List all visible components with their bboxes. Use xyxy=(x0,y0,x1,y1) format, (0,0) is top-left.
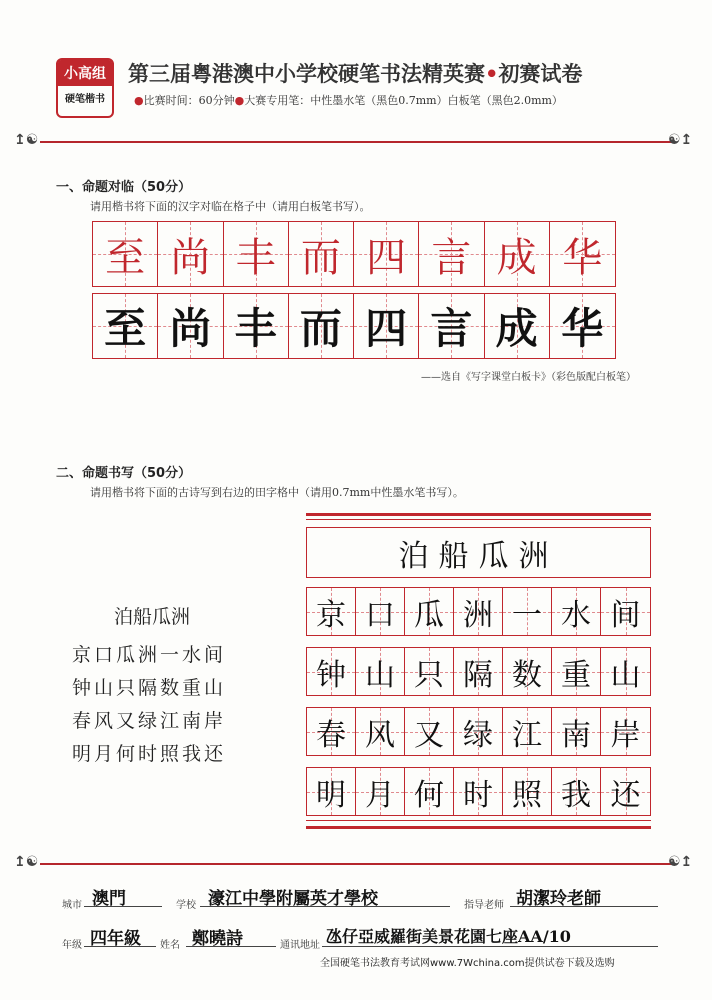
subtitle-dot-1: ● xyxy=(134,94,144,107)
answer-char: 明 xyxy=(316,777,346,813)
title-suffix: 初赛试卷 xyxy=(498,62,583,86)
exam-title xyxy=(128,58,582,88)
section1-title: 一、命题对临（50分） xyxy=(56,180,192,195)
model-cell xyxy=(93,222,158,286)
model-char: 成 xyxy=(496,234,537,281)
grade-label: 年级 xyxy=(62,940,82,951)
copy-char: 尚 xyxy=(169,304,212,353)
teacher-value: 胡潔玲老師 xyxy=(516,889,601,909)
copy-cell xyxy=(224,294,289,358)
answer-top-bar xyxy=(306,513,651,516)
answer-cell xyxy=(307,648,356,695)
city-label: 城市 xyxy=(62,900,82,911)
poem-line: 钟山只隔数重山 xyxy=(72,677,227,699)
answer-cell xyxy=(454,768,503,815)
model-cell xyxy=(485,222,550,286)
copy-cell xyxy=(485,294,550,358)
answer-cell xyxy=(503,588,552,635)
answer-cell xyxy=(356,588,405,635)
answer-char: 钟 xyxy=(316,657,346,693)
answer-char: 一 xyxy=(512,597,542,633)
copy-char: 言 xyxy=(430,304,473,353)
school-value: 濠江中學附屬英才學校 xyxy=(208,889,378,909)
copy-cell xyxy=(550,294,615,358)
subtitle-pens: 大赛专用笔：中性墨水笔（黑色0.7mm）白板笔（黑色2.0mm） xyxy=(244,94,563,107)
answer-cell xyxy=(601,708,650,755)
answer-char: 时 xyxy=(463,777,493,813)
model-cell xyxy=(419,222,484,286)
model-char: 华 xyxy=(562,234,603,281)
answer-char: 南 xyxy=(561,717,591,753)
answer-bottom-bar-thin xyxy=(306,820,651,821)
ornament-top-left: ↥☯ xyxy=(14,132,39,148)
model-char: 而 xyxy=(300,234,341,281)
model-char: 言 xyxy=(431,234,472,281)
ornament-top-right: ☯↥ xyxy=(668,132,693,148)
model-cell xyxy=(354,222,419,286)
answer-cell xyxy=(356,708,405,755)
title-main: 第三届粤港澳中小学校硬笔书法精英赛 xyxy=(128,62,485,86)
poem-line: 明月何时照我还 xyxy=(72,743,227,765)
answer-char: 只 xyxy=(414,657,444,693)
answer-char: 还 xyxy=(610,777,641,813)
poem-line: 京口瓜洲一水间 xyxy=(72,644,227,666)
answer-title-box xyxy=(306,527,651,578)
model-cell xyxy=(158,222,223,286)
grade-value: 四年級 xyxy=(90,929,141,949)
model-char-grid xyxy=(92,221,616,287)
ornament-bottom-left: ↥☯ xyxy=(14,854,39,870)
answer-cell xyxy=(601,648,650,695)
answer-row xyxy=(306,767,651,816)
answer-cell xyxy=(552,768,601,815)
answer-row xyxy=(306,647,651,696)
school-label: 学校 xyxy=(176,900,196,911)
teacher-underline xyxy=(510,906,658,907)
copy-cell xyxy=(158,294,223,358)
ornament-bottom-right: ☯↥ xyxy=(668,854,693,870)
answer-title: 泊船瓜洲 xyxy=(398,538,559,574)
answer-cell xyxy=(307,708,356,755)
answer-top-bar-thin xyxy=(306,519,651,520)
address-label: 通讯地址 xyxy=(280,940,320,951)
model-char: 尚 xyxy=(170,234,211,281)
answer-cell xyxy=(601,588,650,635)
answer-cell xyxy=(356,648,405,695)
answer-cell xyxy=(601,768,650,815)
copy-char: 成 xyxy=(495,304,538,353)
model-cell xyxy=(224,222,289,286)
answer-cell xyxy=(552,648,601,695)
answer-cell xyxy=(405,708,454,755)
section2-instruction: 请用楷书将下面的古诗写到右边的田字格中（请用0.7mm中性墨水笔书写）。 xyxy=(90,486,464,499)
poem-line: 春风又绿江南岸 xyxy=(72,710,227,732)
name-value: 鄭曉詩 xyxy=(192,929,243,949)
name-underline xyxy=(186,946,276,947)
model-cell xyxy=(550,222,615,286)
answer-cell xyxy=(307,588,356,635)
copy-cell xyxy=(289,294,354,358)
copy-char: 丰 xyxy=(234,304,277,353)
badge-style-label: 硬笔楷书 xyxy=(65,94,105,105)
city-value: 澳門 xyxy=(92,889,126,909)
copy-char: 至 xyxy=(104,304,147,353)
answer-char: 山 xyxy=(365,657,395,693)
answer-row xyxy=(306,587,651,636)
title-dot: • xyxy=(485,62,499,86)
answer-char: 绿 xyxy=(463,717,493,753)
answer-char: 山 xyxy=(610,657,641,693)
copy-char-grid xyxy=(92,293,616,359)
answer-char: 春 xyxy=(316,717,346,753)
answer-cell xyxy=(552,708,601,755)
answer-char: 口 xyxy=(365,597,395,633)
subtitle-dot-2: ● xyxy=(234,94,245,107)
answer-cell xyxy=(454,588,503,635)
school-underline xyxy=(200,906,450,907)
answer-char: 风 xyxy=(365,717,395,753)
answer-char: 数 xyxy=(512,657,542,693)
copy-char: 四 xyxy=(365,304,408,353)
copy-char: 华 xyxy=(561,304,604,353)
answer-char: 京 xyxy=(316,597,346,633)
answer-char: 我 xyxy=(561,777,591,813)
address-value: 氹仔亞威羅街美景花園七座AA/10 xyxy=(326,927,571,946)
answer-char: 瓜 xyxy=(414,597,444,633)
answer-cell xyxy=(307,768,356,815)
answer-cell xyxy=(503,708,552,755)
section2-title: 二、命题书写（50分） xyxy=(56,466,192,481)
grade-underline xyxy=(84,946,156,947)
model-cell xyxy=(289,222,354,286)
footer-note: 全国硬笔书法教育考试网www.7Wchina.com提供试卷下载及选购 xyxy=(320,958,615,969)
answer-char: 月 xyxy=(365,777,395,813)
city-underline xyxy=(84,906,162,907)
top-divider xyxy=(40,141,672,143)
name-label: 姓名 xyxy=(160,940,180,951)
answer-char: 何 xyxy=(414,777,444,813)
answer-cell xyxy=(503,768,552,815)
answer-char: 又 xyxy=(414,717,444,753)
answer-char: 岸 xyxy=(610,717,641,753)
answer-cell xyxy=(405,588,454,635)
answer-char: 间 xyxy=(610,597,641,633)
model-char: 四 xyxy=(366,234,407,281)
model-char: 丰 xyxy=(235,234,276,281)
copy-cell xyxy=(354,294,419,358)
answer-cell xyxy=(552,588,601,635)
answer-cell xyxy=(356,768,405,815)
answer-cell xyxy=(405,648,454,695)
answer-row xyxy=(306,707,651,756)
answer-cell xyxy=(503,648,552,695)
subtitle-time: 比赛时间：60分钟 xyxy=(143,94,235,107)
source-note: ——选自《写字课堂白板卡》（彩色版配白板笔） xyxy=(421,372,636,383)
answer-char: 重 xyxy=(561,657,591,693)
exam-subtitle xyxy=(134,92,563,108)
badge-group-label: 小高组 xyxy=(58,60,112,86)
answer-char: 洲 xyxy=(463,597,493,633)
address-underline xyxy=(322,946,658,947)
copy-cell xyxy=(419,294,484,358)
model-char: 至 xyxy=(105,234,146,281)
teacher-label: 指导老师 xyxy=(464,900,504,911)
bottom-divider xyxy=(40,863,672,865)
answer-char: 照 xyxy=(512,777,542,813)
poem-title: 泊船瓜洲 xyxy=(114,606,191,628)
answer-cell xyxy=(454,708,503,755)
copy-cell xyxy=(93,294,158,358)
section1-instruction: 请用楷书将下面的汉字对临在格子中（请用白板笔书写）。 xyxy=(90,200,371,213)
answer-cell xyxy=(454,648,503,695)
answer-bottom-bar xyxy=(306,826,651,829)
answer-char: 水 xyxy=(561,597,591,633)
answer-char: 江 xyxy=(512,717,542,753)
answer-cell xyxy=(405,768,454,815)
copy-char: 而 xyxy=(299,304,342,353)
answer-char: 隔 xyxy=(463,657,493,693)
